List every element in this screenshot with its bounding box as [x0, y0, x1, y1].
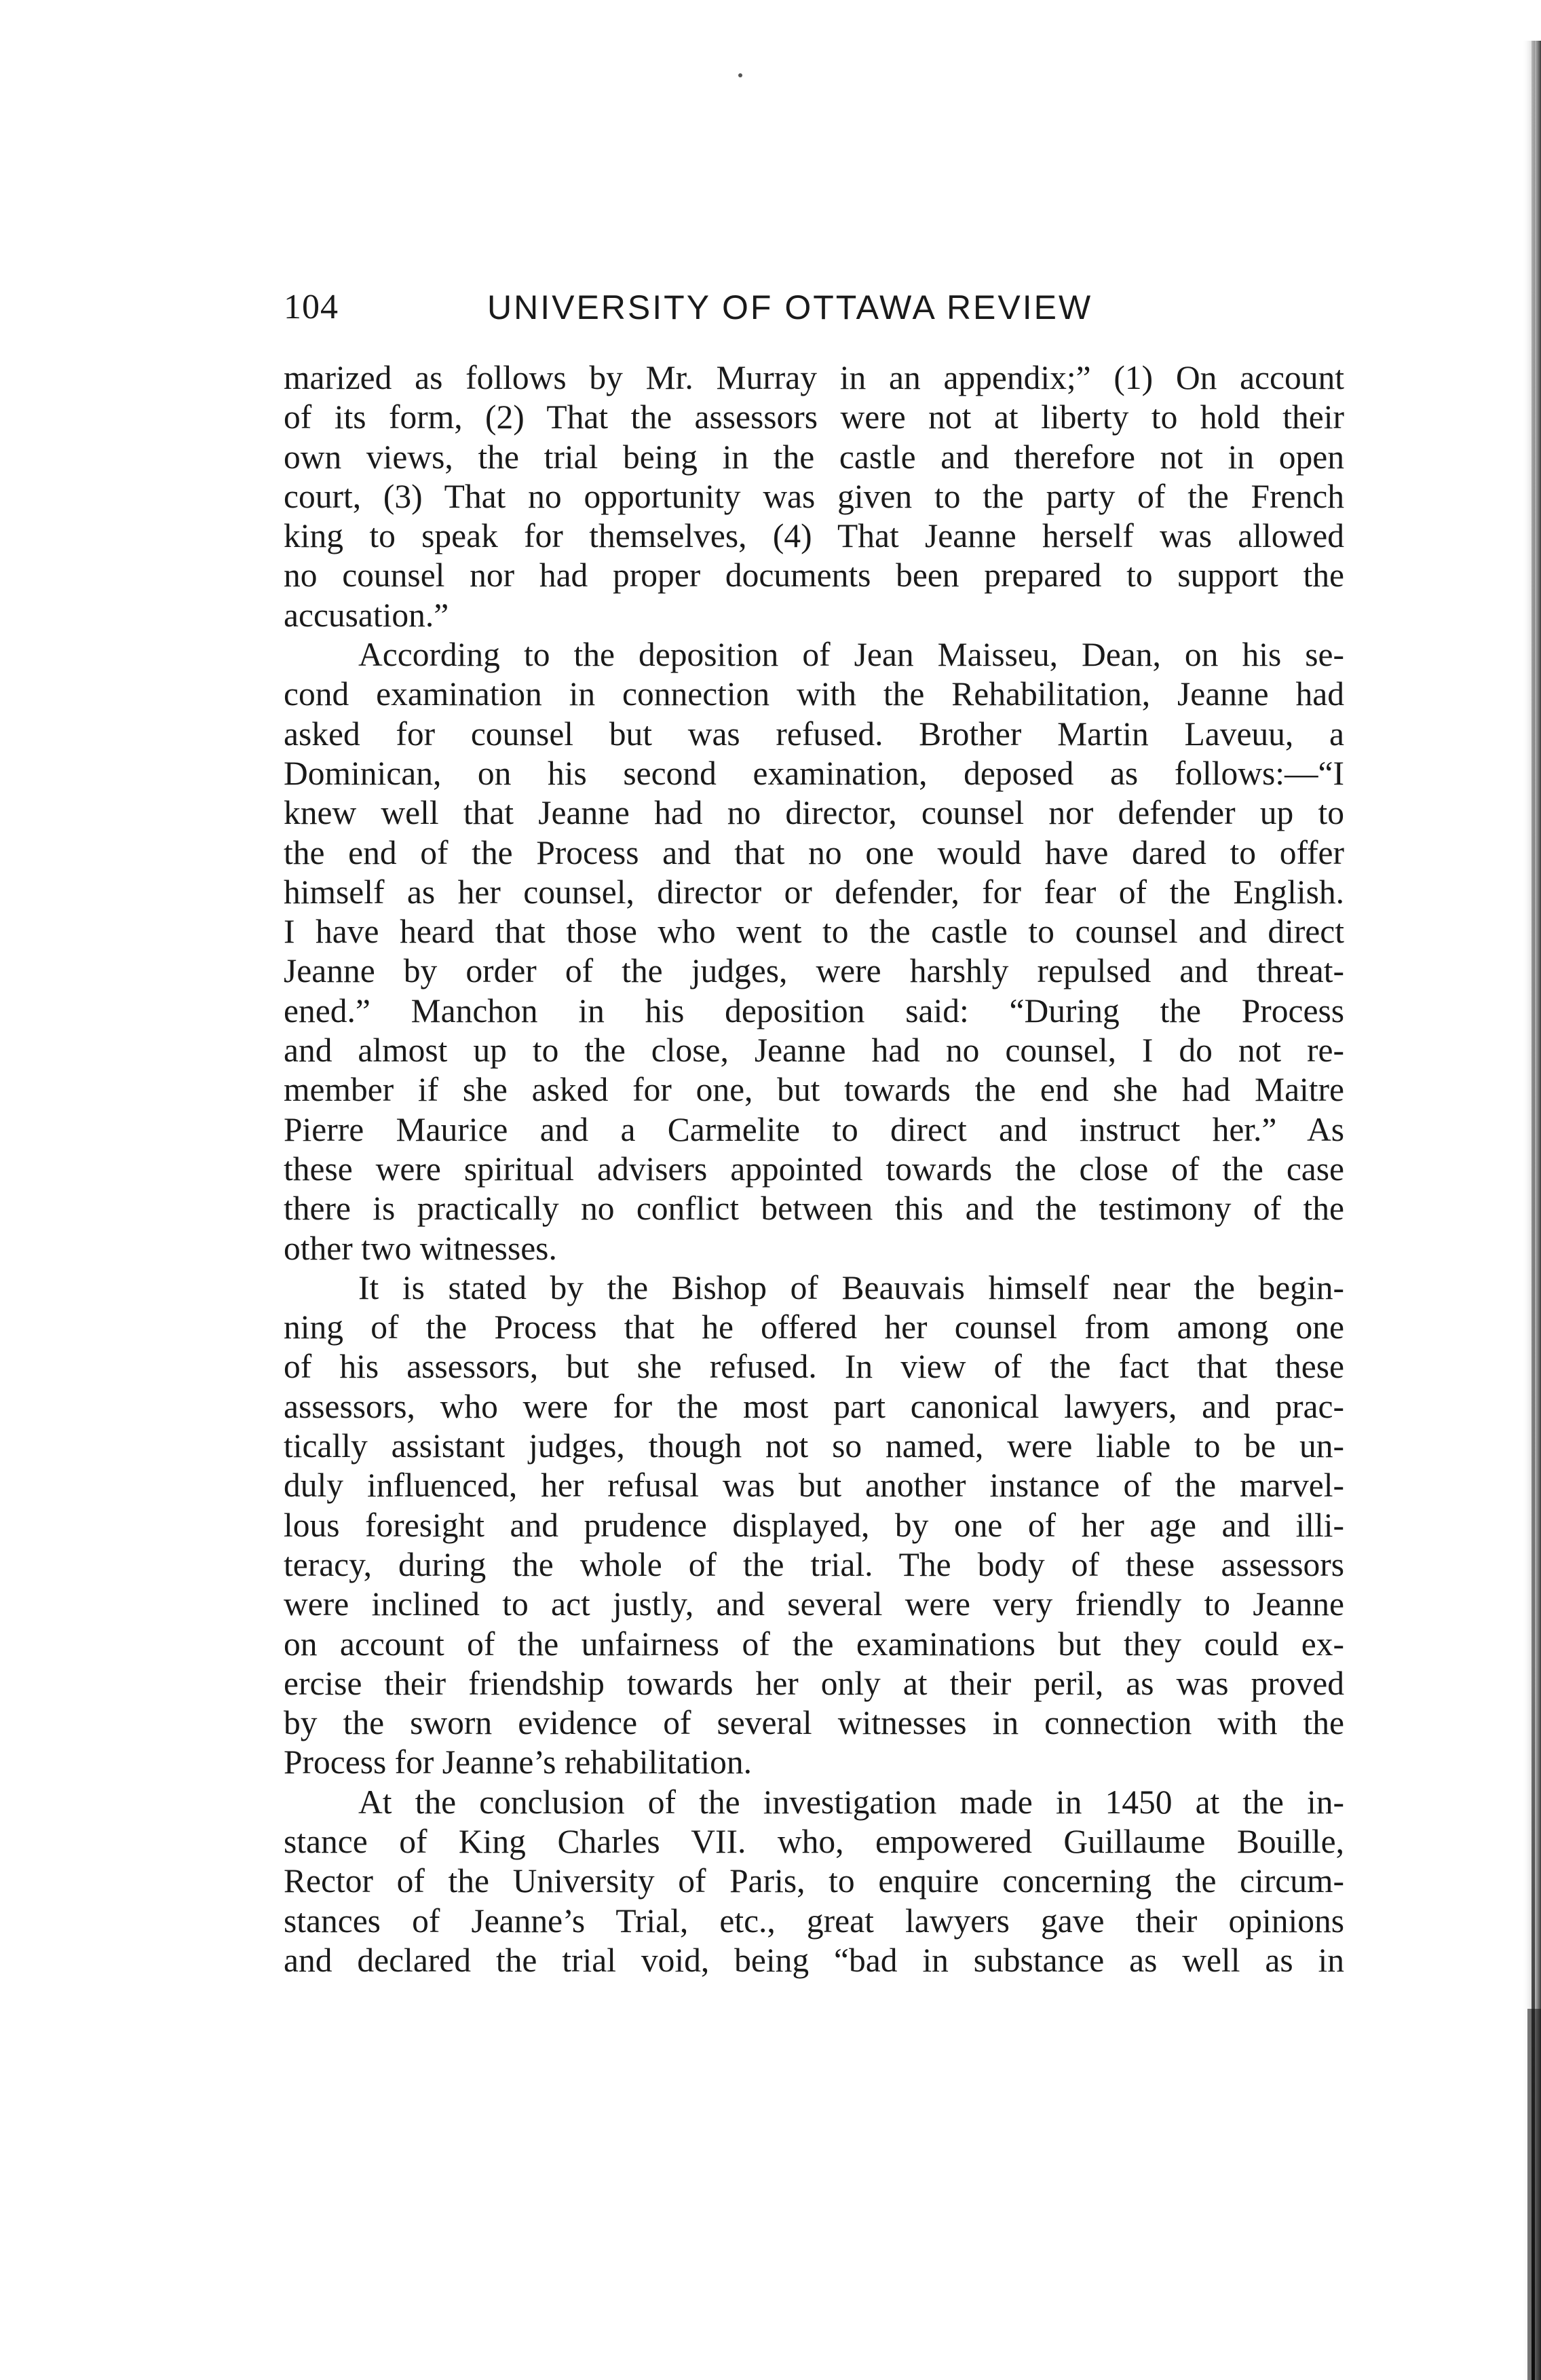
text-line: accusation.” — [284, 596, 449, 634]
text-line: there is practically no conflict between this and the testimony of the — [284, 1190, 1344, 1228]
text-line: assessors, who were for the most part canonical lawyers, and prac- — [284, 1387, 1344, 1425]
text-line: At the conclusion of the investigation made in 1450 at the in- — [358, 1783, 1344, 1821]
text-line: cond examination in connection with the Rehabilitation, Jeanne had — [284, 675, 1344, 713]
text-line: According to the deposition of Jean Maisseu, Dean, on his se- — [358, 636, 1344, 674]
text-line: stances of Jeanne’s Trial, etc., great lawyers gave their opinions — [284, 1902, 1344, 1940]
text-line: member if she asked for one, but towards the end she had Maitre — [284, 1071, 1344, 1109]
text-line: were inclined to act justly, and several were very friendly to Jeanne — [284, 1585, 1344, 1623]
text-line: Rector of the University of Paris, to enquire concerning the circum- — [284, 1862, 1344, 1900]
text-line: the end of the Process and that no one would have dared to offer — [284, 833, 1344, 871]
text-line: himself as her counsel, director or defender, for fear of the English. — [284, 873, 1344, 911]
text-line: of its form, (2) That the assessors were not at liberty to hold their — [284, 398, 1344, 436]
scan-edge-shadow — [1502, 41, 1541, 2380]
text-line: king to speak for themselves, (4) That Jeanne herself was allowed — [284, 517, 1344, 555]
running-head: UNIVERSITY OF OTTAWA REVIEW — [487, 288, 1093, 326]
text-line: stance of King Charles VII. who, empowered Guillaume Bouille, — [284, 1822, 1344, 1860]
text-line: of his assessors, but she refused. In view of the fact that these — [284, 1348, 1344, 1386]
text-line: lous foresight and prudence displayed, by one of her age and illi- — [284, 1506, 1344, 1544]
scan-speck — [738, 73, 742, 77]
text-line: Dominican, on his second examination, deposed as follows:—“I — [284, 754, 1344, 792]
page-header — [284, 284, 1335, 338]
text-line: teracy, during the whole of the trial. The body of these assessors — [284, 1545, 1344, 1583]
text-line: by the sworn evidence of several witnesses in connection with the — [284, 1704, 1344, 1742]
text-line: duly influenced, her refusal was but another instance of the marvel- — [284, 1467, 1344, 1505]
text-line: no counsel nor had proper documents been prepared to support the — [284, 556, 1344, 594]
text-line: Pierre Maurice and a Carmelite to direct and instruct her.” As — [284, 1110, 1344, 1148]
text-line: own views, the trial being in the castle and therefore not in open — [284, 438, 1344, 476]
text-line: ened.” Manchon in his deposition said: “During the Process — [284, 991, 1344, 1030]
text-line: ercise their friendship towards her only at their peril, as was proved — [284, 1664, 1344, 1702]
text-line: tically assistant judges, though not so named, were liable to be un- — [284, 1427, 1344, 1465]
text-line: ning of the Process that he offered her counsel from among one — [284, 1308, 1344, 1346]
text-line: these were spiritual advisers appointed towards the close of the case — [284, 1150, 1344, 1188]
text-line: court, (3) That no opportunity was given to the party of the French — [284, 477, 1344, 515]
text-line: It is stated by the Bishop of Beauvais himself near the begin- — [358, 1268, 1344, 1306]
text-line: I have heard that those who went to the castle to counsel and direct — [284, 913, 1344, 951]
page-number: 104 — [284, 288, 339, 326]
text-line: and almost up to the close, Jeanne had no counsel, I do not re- — [284, 1032, 1344, 1070]
text-line: and declared the trial void, being “bad in substance as well as in — [284, 1941, 1344, 1979]
text-line: Jeanne by order of the judges, were harshly repulsed and threat- — [284, 952, 1344, 990]
text-line: other two witnesses. — [284, 1229, 557, 1267]
text-line: knew well that Jeanne had no director, counsel nor defender up to — [284, 794, 1344, 832]
text-line: on account of the unfairness of the examinations but they could ex- — [284, 1625, 1344, 1663]
text-line: Process for Jeanne’s rehabilitation. — [284, 1743, 753, 1781]
text-line: marized as follows by Mr. Murray in an appendix;” (1) On account — [284, 359, 1344, 396]
body-text — [284, 358, 1344, 1980]
text-line: asked for counsel but was refused. Brother Martin Laveuu, a — [284, 715, 1344, 753]
